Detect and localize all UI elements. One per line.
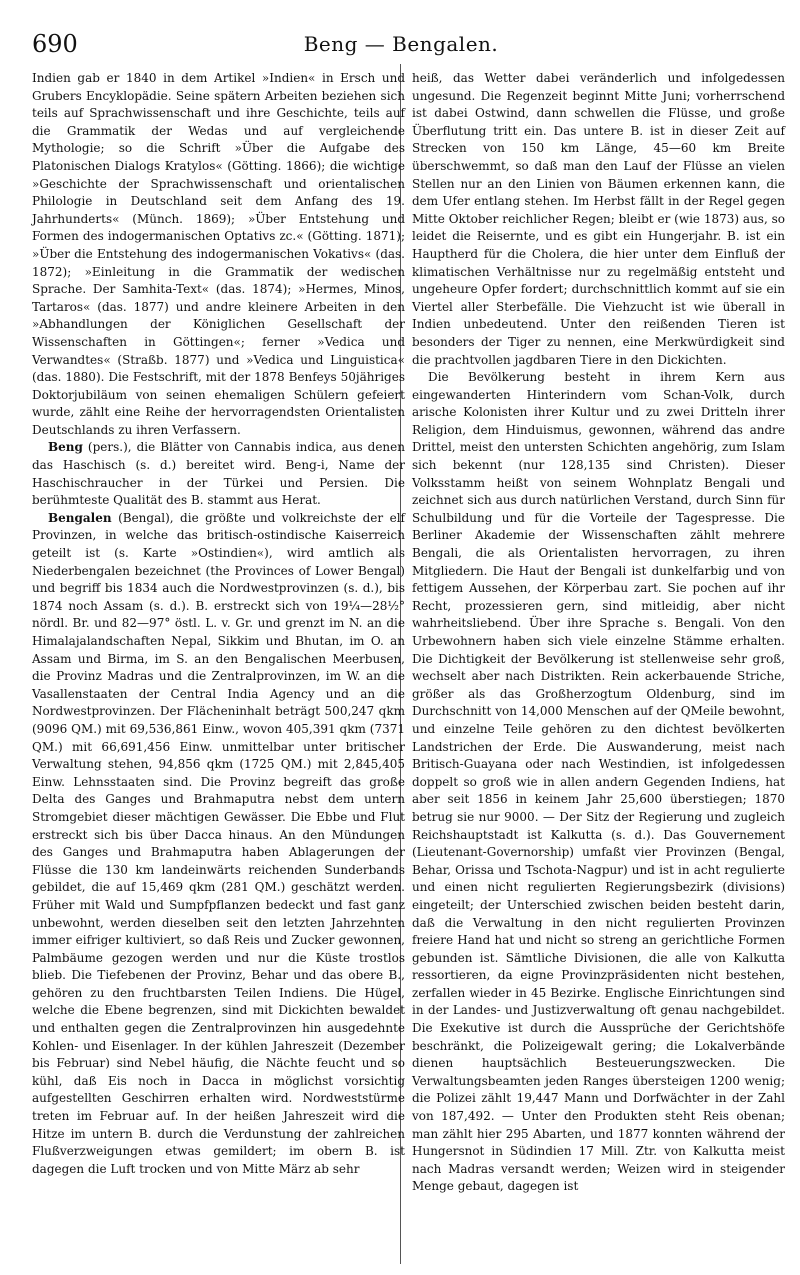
right-column [412, 70, 785, 1196]
beng-entry [32, 439, 405, 509]
page-number: 690 [32, 30, 78, 58]
bengalen-entry [32, 510, 405, 1179]
left-column [32, 70, 405, 1178]
page-header [32, 8, 770, 58]
headword-bengalen: Bengalen [48, 510, 112, 525]
beng-entry-text: (pers.), die Blätter von Cannabis indica, aus denen das Haschisch (s. d.) bereitet wird. Beng-i, Name der Haschischraucher in der Türkei und Persien. Die berühmteste Qualität des B. stammt aus Herat. [32, 440, 405, 508]
headword-beng: Beng [48, 440, 83, 455]
benfey-entry-continuation: Indien gab er 1840 in dem Artikel »Indien« in Ersch und Grubers Encyklopädie. Seine spätern Arbeiten beziehen sich teils auf Sprachwissenschaft und ihre Geschichte, teils auf die Grammatik der Wedas und auf vergleichende Mythologie; so die Schrift »Über die Aufgabe des Platonischen Dialogs Kratylos« (Götting. 1866); die wichtige »Geschichte der Sprachwissenschaft und orientalischen Philologie in Deutschland seit dem Anfang des 19. Jahrhunderts« (Münch. 1869); »Über Entstehung und Formen des indogermanischen Optativs zc.« (Götting. 1871); »Über die Entstehung des indogermanischen Vokativs« (das. 1872); »Einleitung in die Grammatik der wedischen Sprache. Der Samhita-Text« (das. 1874); »Hermes, Minos, Tartaros« (das. 1877) und andre kleinere Arbeiten in den »Abhandlungen der Königlichen Gesellschaft der Wissenschaften in Göttingen«; ferner »Vedica und Verwandtes« (Straßb. 1877) und »Vedica und Linguistica« (das. 1880). Die Festschrift, mit der 1878 Benfeys 50jähriges Doktorjubiläum von seinen ehemaligen Schülern gefeiert wurde, zählt eine Reihe der hervorragendsten Orientalisten Deutschlands zu ihren Verfassern. [32, 71, 405, 437]
bengalen-entry-text: (Bengal), die größte und volkreichste der elf Provinzen, in welche das britisch-ostindische Kaiserreich geteilt ist (s. Karte »Ostindien«), wird amtlich als Niederbengalen bezeichnet (the Provinces of Lower Bengal) und begriff bis 1834 auch die Nordwestprovinzen (s. d.), bis 1874 noch Assam (s. d.). B. erstreckt sich von 19¼—28½° nördl. Br. und 82—97° östl. L. v. Gr. und grenzt im N. an die Himalajalandschaften Nepal, Sikkim und Bhutan, im O. an Assam und Birma, im S. an den Bengalischen Meerbusen, die Provinz Madras und die Zentralprovinzen, im W. an die Vasallenstaaten der Central India Agency und an die Nordwestprovinzen. Der Flächeninhalt beträgt 500,247 qkm (9096 QM.) mit 69,536,861 Einw., wovon 405,391 qkm (7371 QM.) mit 66,691,456 Einw. unmittelbar unter britischer Verwaltung stehen, 94,856 qkm (1725 QM.) mit 2,845,405 Einw. Lehnsstaaten sind. Die Provinz begreift das große Delta des Ganges und Brahmaputra nebst dem untern Stromgebiet dieser mächtigen Gewässer. Die Ebbe und Flut erstreckt sich bis über Dacca hinaus. An den Mündungen des Ganges und Brahmaputra haben Ablagerungen der Flüsse die 130 km landeinwärts reichenden Sunderbands gebildet, die auf 15,469 qkm (281 QM.) geschätzt werden. Früher mit Wald und Sumpfpflanzen bedeckt und fast ganz unbewohnt, werden dieselben seit den letzten Jahrzehnten immer eifriger kultiviert, so daß Reis und Zucker gewonnen, Palmbäume gezogen werden und nur die Küste trostlos blieb. Die Tiefebenen der Provinz, Behar und das obere B., gehören zu den fruchtbarsten Teilen Indiens. Die Hügel, welche die Ebene begrenzen, sind mit Dickichten bewaldet und enthalten gegen die Zentralprovinzen hin ausgedehnte Kohlen- und Eisenlager. In der kühlen Jahreszeit (Dezember bis Februar) sind Nebel häufig, die Nächte feucht und so kühl, daß Eis noch in Dacca in möglichst vorsichtig aufgestellten Geschirren erhalten wird. Nordweststürme treten im Februar auf. In der heißen Jahreszeit wird die Hitze im untern B. durch die Verdunstung der zahlreichen Flußverzweigungen etwas gemildert; im obern B. ist dagegen die Luft trocken und von Mitte März ab sehr [32, 510, 405, 1176]
population-paragraph: Die Bevölkerung besteht in ihrem Kern aus eingewanderten Hinterindern vom Schan-Volk, durch arische Kolonisten ihrer Kultur und zu zwei Dritteln ihrer Religion, dem Hinduismus, gewonnen, während das andre Drittel, meist den untersten Schichten angehörig, zum Islam sich bekennt (nur 128,135 sind Christen). Dieser Volksstamm heißt von seinem Wohnplatz Bengali und zeichnet sich aus durch natürlichen Verstand, durch Sinn für Schulbildung und für die Vorteile der Tagespresse. Die Berliner Akademie der Wissenschaften zählt mehrere Bengali, die als Orientalisten hervorragen, zu ihren Mitgliedern. Die Haut der Bengali ist dunkelfarbig und von fettigem Aussehen, der Körperbau zart. Sie pochen auf ihr Recht, prozessieren gern, sind mitleidig, aber nicht wahrheitsliebend. Über ihre Sprache s. Bengali. Von den Urbewohnern haben sich viele einzelne Stämme erhalten. Die Dichtigkeit der Bevölkerung ist stellenweise sehr groß, wechselt aber nach Distrikten. Rein ackerbauende Striche, größer als das Großherzogtum Oldenburg, sind im Durchschnitt von 14,000 Menschen auf der QMeile bewohnt, und einzelne Teile gehören zu den dichtest bevölkerten Landstrichen der Erde. Die Auswanderung, meist nach Britisch-Guayana oder nach Westindien, ist infolgedessen doppelt so groß wie in allen andern Gegenden Indiens, hat aber seit 1856 in keinem Jahr 25,600 überstiegen; 1870 betrug sie nur 9000. — Der Sitz der Regierung und zugleich Reichshauptstadt ist Kalkutta (s. d.). Das Gouvernement (Lieutenant-Governorship) umfaßt vier Provinzen (Bengal, Behar, Orissa und Tschota-Nagpur) und ist in acht regulierte und einen nicht regulierten Regierungsbezirk (divisions) eingeteilt; der Unterschied zwischen beiden besteht darin, daß die Verwaltung in den nicht regulierten Provinzen freiere Hand hat und nicht so streng an gerichtliche Formen gebunden ist. Sämtliche Divisionen, die alle von Kalkutta ressortieren, da eigne Provinzpräsidenten nicht bestehen, zerfallen wieder in 45 Bezirke. Englische Einrichtungen sind in der Landes- und Justizverwaltung oft genau nachgebildet. Die Exekutive ist durch die Aussprüche der Gerichtshöfe beschränkt, die Polizeigewalt gering; die Lokalverbände dienen hauptsächlich Besteuerungszwecken. Die Verwaltungsbeamten jeden Ranges übersteigen 1200 wenig; die Polizei zählt 19,447 Mann und Dorfwächter in der Zahl von 187,492. — Unter den Produkten steht Reis obenan; man zählt hier 295 Abarten, und 1877 konnten während der Hungersnot in Südindien 17 Mill. Ztr. von Kalkutta meist nach Madras versandt werden; Weizen wird in steigender Menge gebaut, dagegen ist [412, 370, 785, 1194]
running-title: Beng — Bengalen. [303, 32, 499, 56]
climate-paragraph: heiß, das Wetter dabei veränderlich und infolgedessen ungesund. Die Regenzeit beginnt Mitte Juni; vorherrschend ist dabei Ostwind, dann schwellen die Flüsse, und große Überflutung tritt ein. Das untere B. ist in dieser Zeit auf Strecken von 150 km Länge, 45—60 km Breite überschwemmt, so daß man den Lauf der Flüsse an vielen Stellen nur an den Linien von Bäumen erkennen kann, die dem Ufer entlang stehen. Im Herbst fällt in der Regel gegen Mitte Oktober reichlicher Regen; bleibt er (wie 1873) aus, so leidet die Reisernte, und es gibt ein Hungerjahr. B. ist ein Hauptherd für die Cholera, die hier unter dem Einfluß der klimatischen Verhältnisse nur zu regelmäßig entsteht und ungeheure Opfer fordert; durchschnittlich kommt auf sie ein Viertel aller Sterbefälle. Die Viehzucht ist wie überall in Indien unbedeutend. Unter den reißenden Tieren ist besonders der Tiger zu nennen, eine Merkwürdigkeit sind die prachtvollen jagdbaren Tiere in den Dickichten. [412, 71, 785, 367]
